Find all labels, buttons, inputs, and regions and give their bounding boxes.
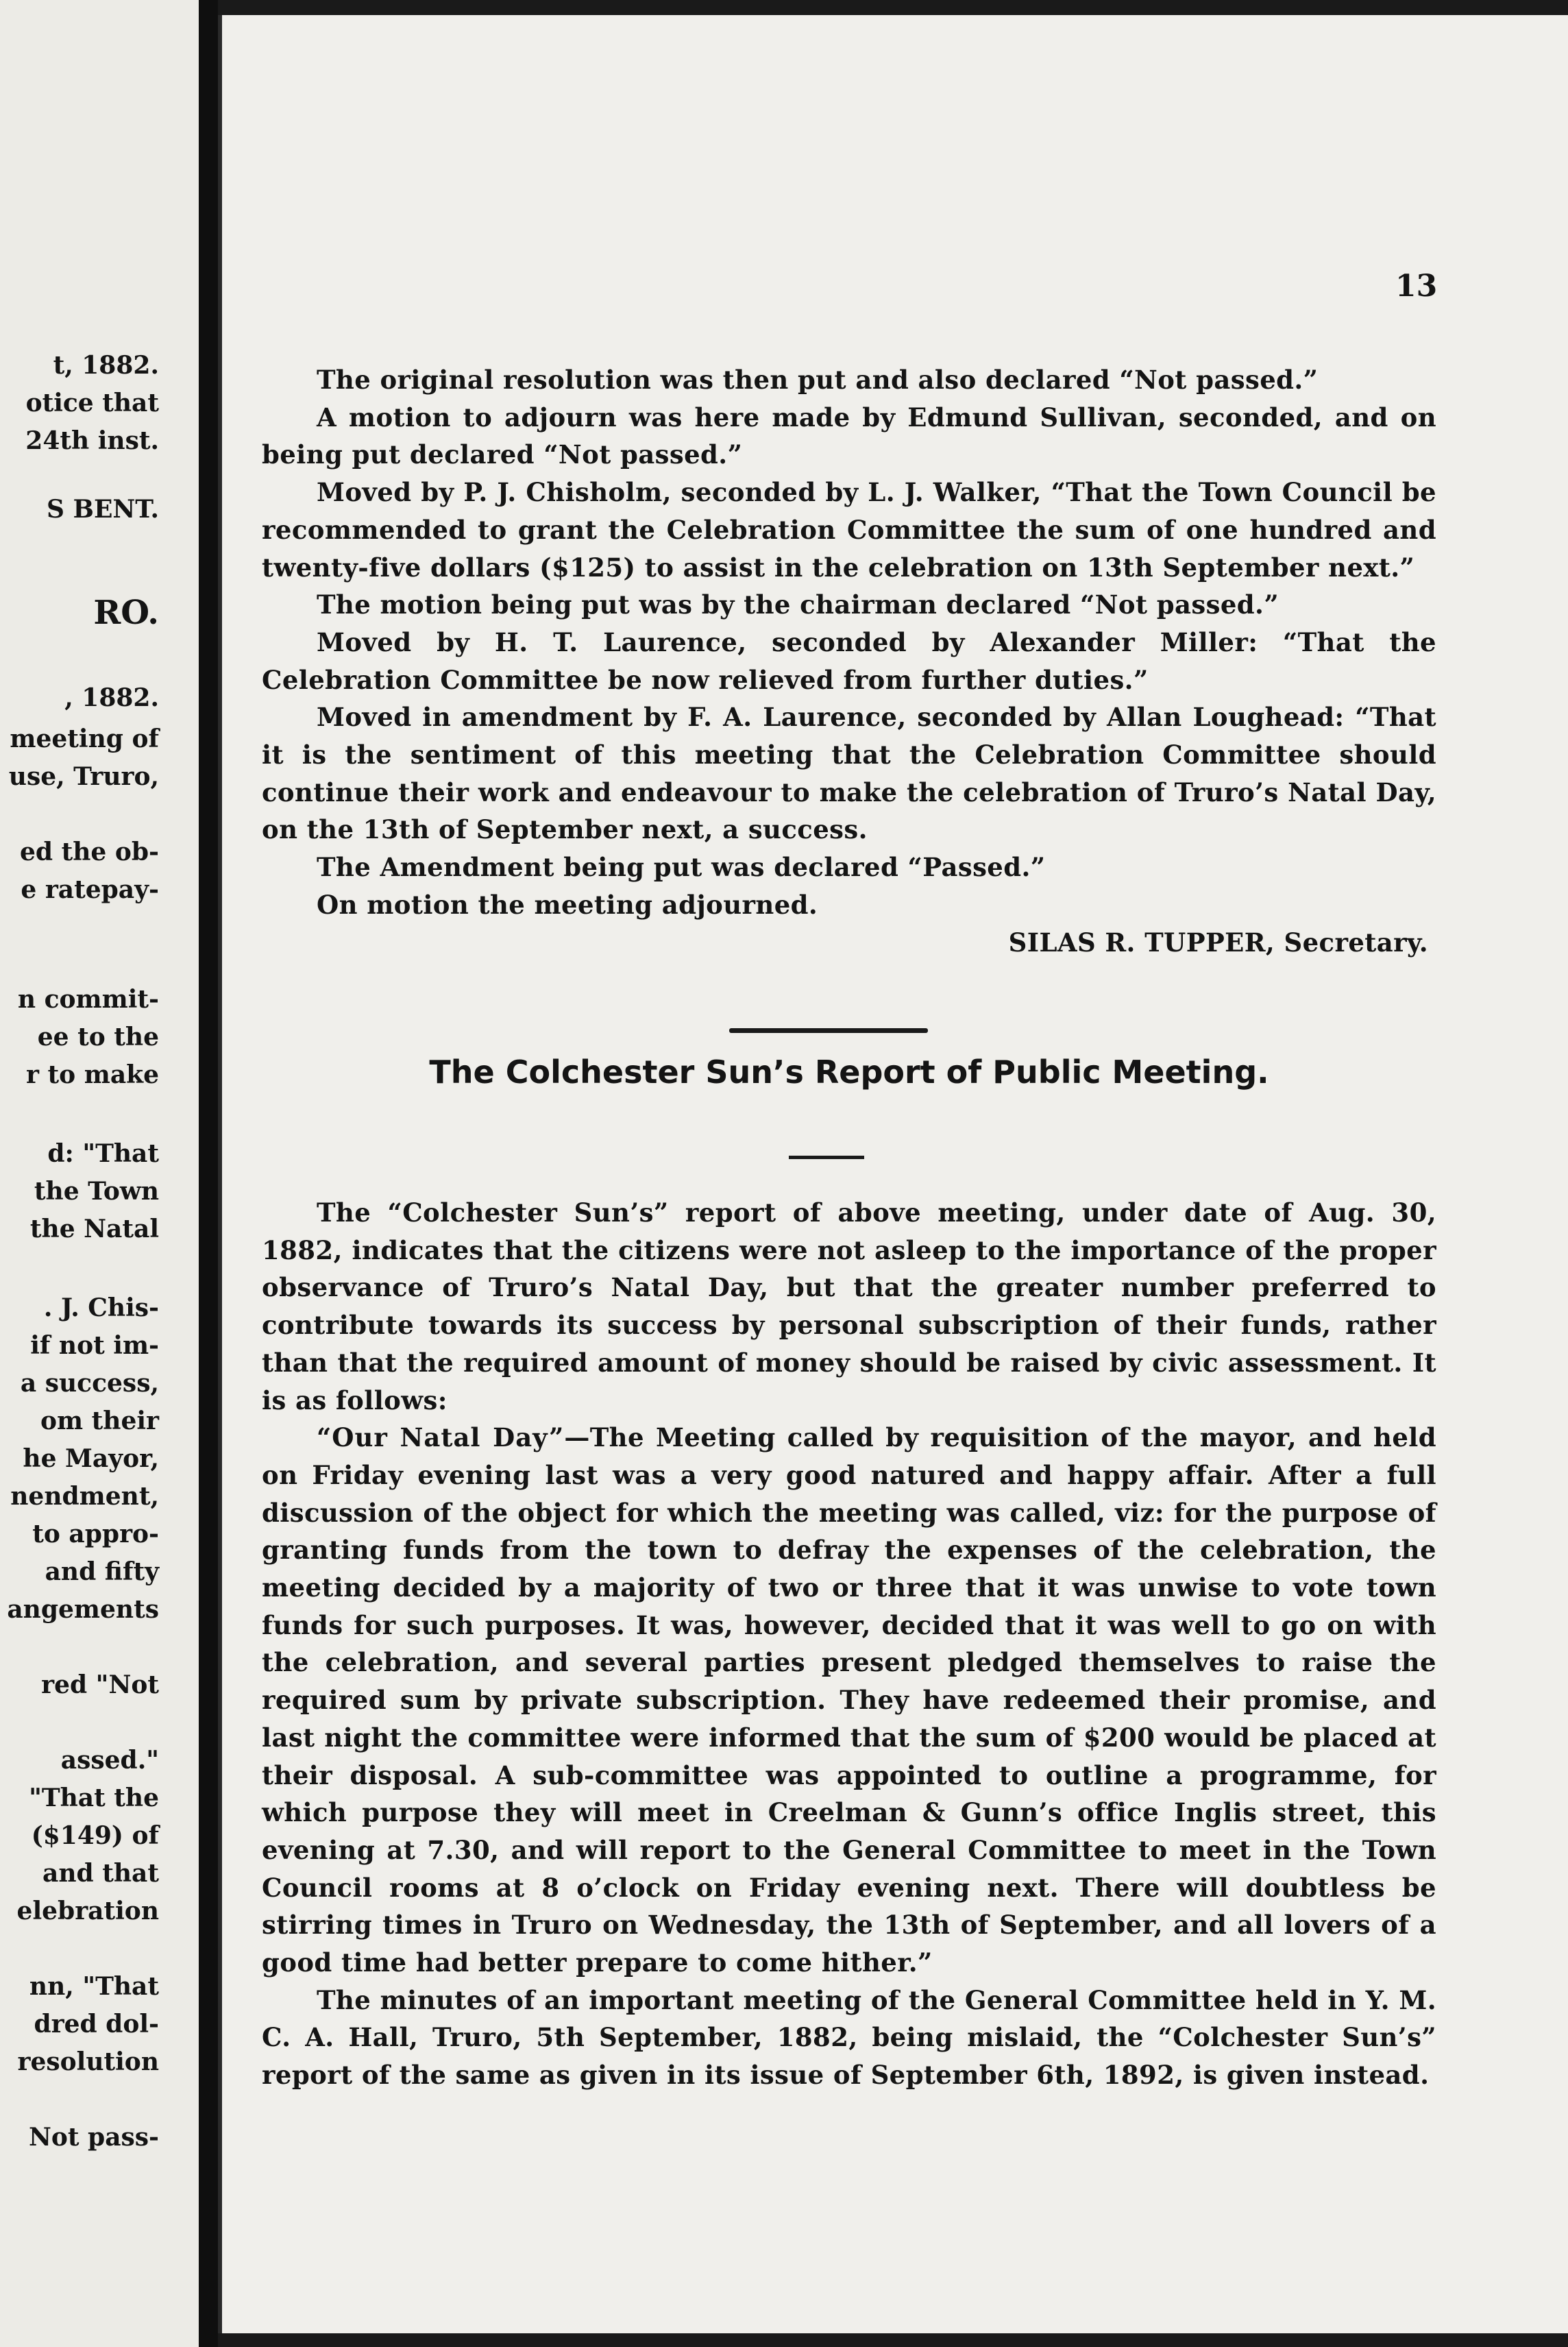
left-line: ed the ob- — [20, 838, 159, 866]
quote-lead: “Our Natal Day” — [317, 1422, 565, 1453]
left-line: t, 1882. — [53, 351, 159, 380]
minutes-paragraph: The original resolution was then put and also declared “Not passed.” — [317, 365, 1319, 395]
left-line: the Town — [34, 1177, 159, 1206]
left-line: dred dol- — [34, 2010, 159, 2039]
left-line: angements — [7, 1595, 159, 1624]
left-line: r to make — [26, 1060, 159, 1089]
left-line: e ratepay- — [21, 875, 159, 904]
minutes-paragraph: The Amendment being put was declared “Passed.” — [317, 852, 1046, 883]
left-line: 24th inst. — [25, 426, 159, 455]
left-line: resolution — [17, 2047, 159, 2076]
report-paragraph: The “Colchester Sun’s” report of above meeting, under date of Aug. 30, 1882, indicates that the citizens were not asleep to the importance of the proper observance of Truro’s Natal Day, but that the greater number preferred to contribute towards its success by personal subscription of their funds, rather than that the required amount of money should be raised by civic assessment. It is as follows: — [262, 1197, 1436, 1415]
main-page — [218, 15, 1568, 2333]
left-line: elebration — [16, 1897, 159, 1925]
left-line: ($149) of — [31, 1821, 159, 1850]
left-line: nendment, — [10, 1482, 159, 1511]
left-line: S BENT. — [47, 495, 159, 524]
minutes-paragraph: The motion being put was by the chairman declared “Not passed.” — [317, 589, 1279, 620]
left-line: use, Truro, — [8, 762, 159, 791]
page-gutter — [199, 0, 218, 2347]
left-line: red "Not — [41, 1670, 159, 1699]
minutes-section — [262, 361, 1436, 961]
closing-paragraph: The minutes of an important meeting of the General Committee held in Y. M. C. A. Hall, Truro, 5th September, 1882, being mislaid, the “Colchester Sun’s” report of the same as given in its issue of September 6th, 1892, is given instead. — [262, 1984, 1436, 2091]
left-line: he Mayor, — [23, 1444, 159, 1473]
left-line: and that — [42, 1859, 159, 1888]
left-line: the Natal — [29, 1215, 159, 1243]
minutes-paragraph: A motion to adjourn was here made by Edmund Sullivan, seconded, and on being put declared “Not passed.” — [262, 402, 1436, 470]
left-line: otice that — [25, 389, 159, 417]
left-line: d: "That — [47, 1139, 159, 1168]
left-page-fragment — [0, 0, 203, 2347]
left-line: Not pass- — [28, 2123, 159, 2152]
left-line: to appro- — [32, 1520, 159, 1548]
left-line: om their — [40, 1407, 159, 1435]
section-heading: The Colchester Sun’s Report of Public Meeting. — [429, 1054, 1269, 1091]
left-line: a success, — [20, 1369, 159, 1398]
left-line: assed." — [60, 1746, 159, 1775]
left-line: "That the — [29, 1784, 159, 1812]
quoted-report — [262, 1419, 1436, 1982]
minutes-paragraph: On motion the meeting adjourned. — [317, 889, 818, 920]
quote-text: —The Meeting called by requisition of the mayor, and held on Friday evening last was a very good natured and happy affair. After a full discussion of the object for which the meeting was called, viz: for the purpose of granting funds from the town to defray the expenses of the celebration, the meeting decided by a majority of two or three that it was unwise to vote town funds for such purposes. It was, however, decided that it was well to go on with the celebration, and several parties present pledged themselves to raise the required sum by private subscription. They have redeemed their promise, and last night the committee were informed that the sum of $200 would be placed at their disposal. A sub-committee was appointed to outline a programme, for which purpose they will meet in Creelman & Gunn’s office Inglis street, this evening at 7.30, and will report to the General Committee to meet in the Town Council rooms at 8 o’clock on Friday evening next. There will doubtless be stirring times in Truro on Wednesday, the 13th of September, and all lovers of a good time had better prepare to come hither.” — [262, 1422, 1437, 1978]
minutes-paragraph: Moved by P. J. Chisholm, seconded by L. J. Walker, “That the Town Council be recommended to grant the Celebration Committee the sum of one hundred and twenty-five dollars ($125) to assist in the celebration on 13th September next.” — [262, 477, 1436, 583]
secretary-signature: SILAS R. TUPPER, Secretary. — [1008, 927, 1428, 958]
left-line: meeting of — [10, 725, 159, 753]
left-line: and fifty — [45, 1557, 159, 1586]
left-line: if not im- — [30, 1331, 159, 1360]
section-divider — [729, 1028, 928, 1033]
left-line: ee to the — [37, 1023, 159, 1051]
minutes-paragraph: Moved by H. T. Laurence, seconded by Alexander Miller: “That the Celebration Committee be now relieved from further duties.” — [262, 627, 1436, 695]
minutes-paragraph: Moved in amendment by F. A. Laurence, seconded by Allan Loughead: “That it is the sentiment of this meeting that the Celebration Committee should continue their work and endeavour to make the celebration of Truro’s Natal Day, on the 13th of September next, a success. — [262, 702, 1436, 845]
left-line: n commit- — [17, 985, 159, 1014]
left-line: , 1882. — [64, 683, 159, 712]
left-line: . J. Chis- — [43, 1293, 159, 1322]
page-number: 13 — [1395, 269, 1438, 304]
report-section — [262, 1194, 1436, 2094]
heading-underline — [789, 1156, 864, 1159]
left-line: nn, "That — [29, 1972, 159, 2001]
left-line: RO. — [93, 594, 159, 632]
